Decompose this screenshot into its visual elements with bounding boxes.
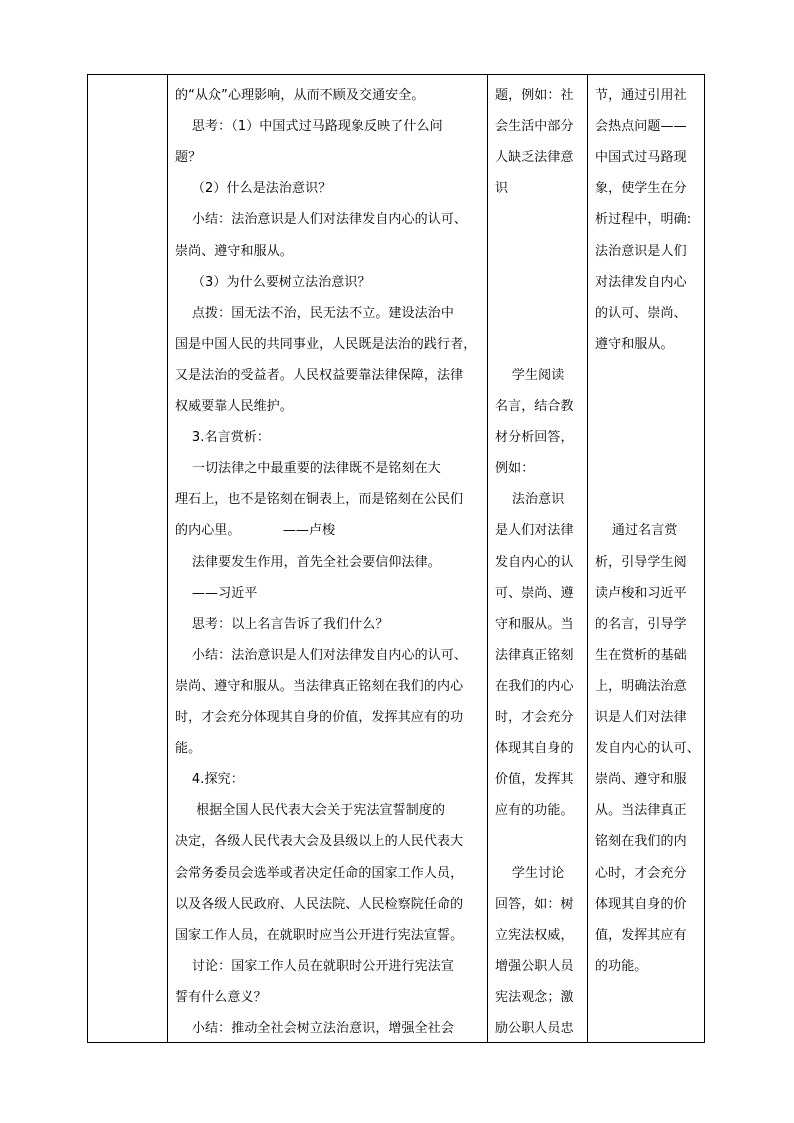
text-line: 一切法律之中最重要的法律既不是铭刻在大 bbox=[175, 461, 441, 477]
text-line: 3.名言赏析： bbox=[175, 430, 271, 446]
text-line: 体现其自身的价 bbox=[595, 896, 687, 912]
table-column-student-activity bbox=[488, 75, 588, 1042]
text-line: 誓有什么意义？ bbox=[175, 989, 267, 1005]
text-line: 心时，才会充分 bbox=[595, 865, 687, 881]
text-line: 发自内心的认可、 bbox=[595, 741, 700, 757]
text-line: 回答，如：树 bbox=[495, 896, 574, 912]
text-line: 识 bbox=[495, 181, 509, 197]
text-line: 的名言，引导学 bbox=[595, 616, 687, 632]
text-line: 会生活中部分 bbox=[495, 119, 574, 135]
table-column-teacher-activity bbox=[168, 75, 488, 1042]
text-line: （2）什么是法治意识？ bbox=[175, 181, 332, 197]
text-line: 体现其自身的 bbox=[495, 741, 574, 757]
text-line: 材分析回答， bbox=[495, 430, 574, 446]
text-line: 的“从众”心理影响，从而不顾及交通安全。 bbox=[175, 88, 425, 103]
text-line: 遵守和服从。 bbox=[595, 336, 674, 352]
text-line: 崇尚、遵守和服 bbox=[595, 772, 687, 788]
text-line: 宪法观念；激 bbox=[495, 989, 574, 1005]
text-line: 名言，结合教 bbox=[495, 399, 574, 414]
text-line: 从。当法律真正 bbox=[595, 803, 687, 819]
text-line: 国家工作人员，在就职时应当公开进行宪法宣誓。 bbox=[175, 927, 464, 943]
text-line: 题，例如：社 bbox=[495, 88, 574, 103]
text-line: 的功能。 bbox=[595, 958, 648, 974]
text-line: 上，明确法治意 bbox=[595, 678, 687, 694]
text-line: 立宪法权威， bbox=[495, 927, 574, 943]
text-line: 可、崇尚、遵 bbox=[495, 585, 574, 601]
text-line: 理石上，也不是铭刻在铜表上，而是铭刻在公民们 bbox=[175, 492, 464, 508]
text-line: （3）为什么要树立法治意识？ bbox=[175, 274, 371, 290]
text-line: 人缺乏法律意 bbox=[495, 150, 574, 166]
text-line: 学生讨论 bbox=[495, 865, 565, 881]
text-line: 点拨：国无法不治，民无法不立。建设法治中 bbox=[175, 305, 454, 321]
lesson-plan-table bbox=[87, 74, 705, 1043]
text-line: 增强公职人员 bbox=[495, 958, 574, 974]
text-line: 小结：法治意识是人们对法律发自内心的认可、 bbox=[175, 647, 468, 663]
text-line: 法治意识是人们 bbox=[595, 243, 687, 259]
text-line: 会常务委员会选举或者决定任命的国家工作人员， bbox=[175, 865, 464, 881]
text-line: 是人们对法律 bbox=[495, 523, 574, 539]
text-line: 法律要发生作用，首先全社会要信仰法律。 bbox=[175, 554, 441, 570]
text-line: 时，才会充分体现其自身的价值，发挥其应有的功 bbox=[175, 710, 464, 725]
text-line: 会热点问题—— bbox=[595, 119, 687, 135]
text-line: 权威要靠人民维护。 bbox=[175, 399, 293, 414]
text-line: 读卢梭和习近平 bbox=[595, 585, 687, 601]
text-line: 时，才会充分 bbox=[495, 710, 574, 725]
text-line: 法治意识 bbox=[495, 492, 565, 508]
table-column-design-intent bbox=[588, 75, 704, 1042]
text-line: 国是中国人民的共同事业，人民既是法治的践行者， bbox=[175, 336, 477, 352]
text-line: 发自内心的认 bbox=[495, 554, 574, 570]
text-line: ——习近平 bbox=[175, 585, 258, 601]
text-line: 析，引导学生阅 bbox=[595, 554, 687, 570]
text-line: 值，发挥其应有 bbox=[595, 927, 687, 943]
text-line: 价值，发挥其 bbox=[495, 772, 574, 788]
text-line: 决定，各级人民代表大会及县级以上的人民代表大 bbox=[175, 834, 464, 850]
text-line: 思考：以上名言告诉了我们什么？ bbox=[175, 616, 389, 632]
text-line: 根据全国人民代表大会关于宪法宣誓制度的 bbox=[175, 803, 446, 819]
text-line: 题？ bbox=[175, 150, 202, 166]
text-line: 通过名言赏 bbox=[595, 523, 678, 539]
text-line: 守和服从。当 bbox=[495, 616, 574, 632]
text-line: 铭刻在我们的内 bbox=[595, 834, 687, 850]
text-line: 在我们的内心 bbox=[495, 678, 574, 694]
text-line: 的认可、崇尚、 bbox=[595, 305, 687, 321]
text-line: 以及各级人民政府、人民法院、人民检察院任命的 bbox=[175, 896, 464, 912]
text-line: 法律真正铭刻 bbox=[495, 647, 574, 663]
text-line: 能。 bbox=[175, 741, 202, 757]
text-line: 象，使学生在分 bbox=[595, 181, 687, 197]
text-line: 小结：法治意识是人们对法律发自内心的认可、 bbox=[175, 212, 468, 228]
text-line: 例如： bbox=[495, 461, 535, 477]
text-line: 励公职人员忠 bbox=[495, 1021, 574, 1036]
table-column-stage bbox=[88, 75, 168, 1042]
text-line: 中国式过马路现 bbox=[595, 150, 687, 166]
text-line: 生在赏析的基础 bbox=[595, 647, 687, 663]
text-line: 4.探究： bbox=[175, 772, 244, 788]
text-line: 学生阅读 bbox=[495, 367, 565, 383]
text-line: 又是法治的受益者。人民权益要靠法律保障，法律 bbox=[175, 367, 464, 383]
text-line: 识是人们对法律 bbox=[595, 710, 687, 725]
text-line: 思考：（1）中国式过马路现象反映了什么问 bbox=[175, 119, 443, 135]
text-line: 崇尚、遵守和服从。当法律真正铭刻在我们的内心 bbox=[175, 678, 464, 694]
text-line: 析过程中，明确: bbox=[595, 212, 692, 228]
text-line: 的内心里。 ——卢梭 bbox=[175, 523, 336, 539]
text-line: 小结：推动全社会树立法治意识，增强全社会 bbox=[175, 1021, 454, 1036]
text-line: 讨论：国家工作人员在就职时公开进行宪法宣 bbox=[175, 958, 454, 974]
text-line: 崇尚、遵守和服从。 bbox=[175, 243, 293, 259]
text-line: 对法律发自内心 bbox=[595, 274, 687, 290]
text-line: 节，通过引用社 bbox=[595, 88, 687, 103]
text-line: 应有的功能。 bbox=[495, 803, 574, 819]
